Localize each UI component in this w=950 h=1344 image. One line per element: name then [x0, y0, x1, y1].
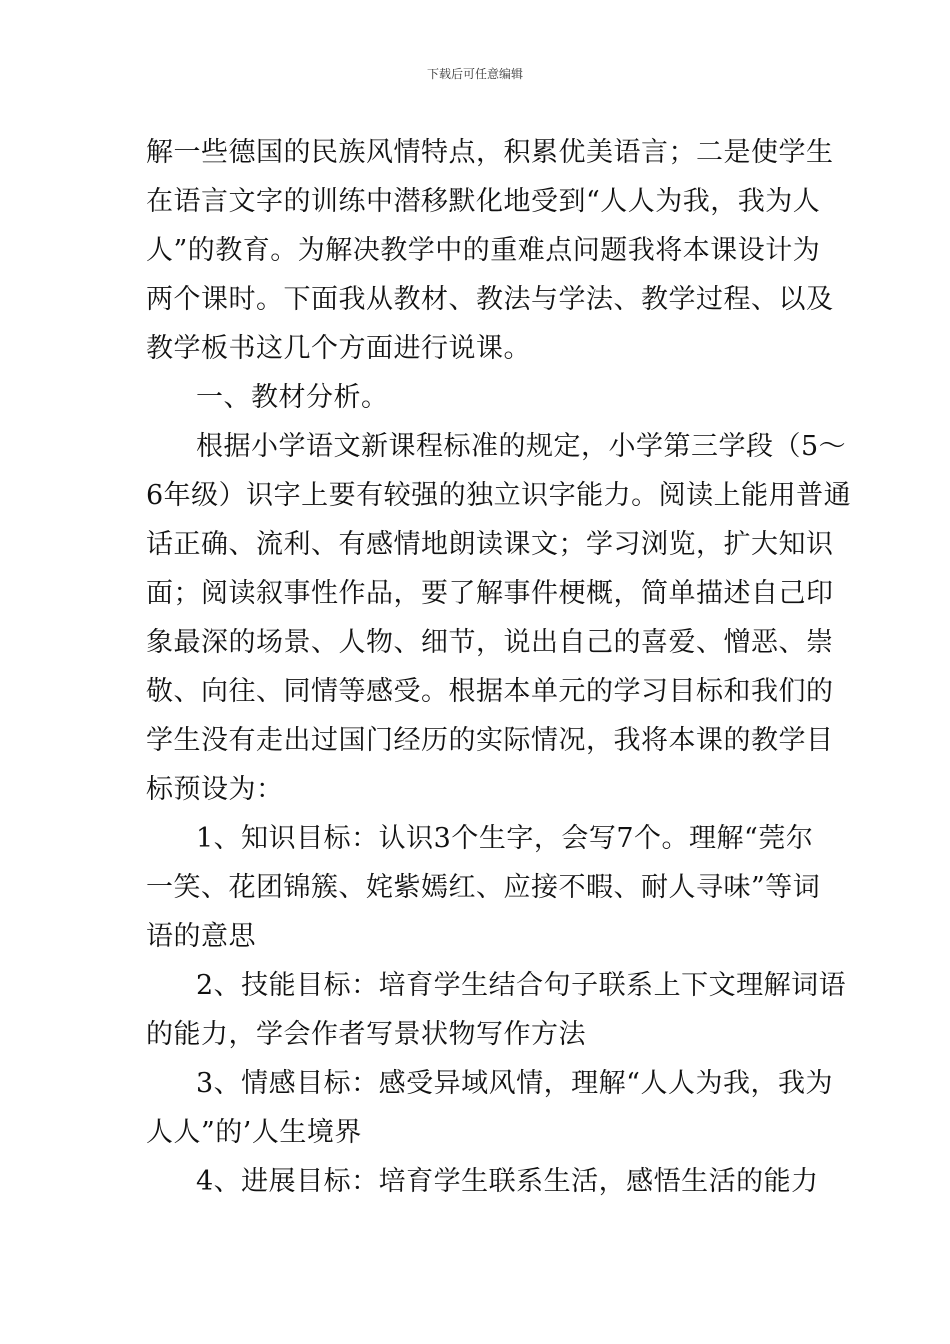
goal-item-emotion: 3、情感目标：感受异域风情，理解“人人为我，我为 [196, 1068, 833, 1099]
text-line: 解一些德国的民族风情特点，积累优美语言；二是使学生 [146, 137, 834, 168]
text-line: 根据小学语文新课程标准的规定，小学第三学段（5～ [196, 431, 847, 462]
goal-item-knowledge: 1、知识目标：认识3个生字，会写7个。理解“莞尔 [196, 823, 814, 854]
text-line: 象最深的场景、人物、细节，说出自己的喜爱、憎恶、崇 [146, 627, 834, 658]
document-body [146, 128, 852, 1206]
text-line: 在语言文字的训练中潜移默化地受到“人人为我，我为人 [146, 186, 821, 217]
text-line: 话正确、流利、有感情地朗读课文；学习浏览，扩大知识 [146, 529, 834, 560]
text-line: 敬、向往、同情等感受。根据本单元的学习目标和我们的 [146, 676, 834, 707]
text-line: 面；阅读叙事性作品，要了解事件梗概，简单描述自己印 [146, 578, 834, 609]
text-line: 语的意思 [146, 921, 256, 952]
text-line: 人人”的’人生境界 [146, 1117, 362, 1148]
text-line: 两个课时。下面我从教材、教法与学法、教学过程、以及 [146, 284, 834, 315]
section-heading: 一、教材分析。 [196, 382, 389, 413]
text-line: 人”的教育。为解决教学中的重难点问题我将本课设计为 [146, 235, 821, 266]
text-line: 标预设为： [146, 774, 284, 805]
text-line: 学生没有走出过国门经历的实际情况，我将本课的教学目 [146, 725, 834, 756]
text-line: 6年级）识字上要有较强的独立识字能力。阅读上能用普通 [146, 480, 852, 511]
goal-item-skill: 2、技能目标：培育学生结合句子联系上下文理解词语 [196, 970, 847, 1001]
text-line: 教学板书这几个方面进行说课。 [146, 333, 531, 364]
text-line: 一笑、花团锦簇、姹紫嫣红、应接不暇、耐人寻味”等词 [146, 872, 821, 903]
goal-item-development: 4、进展目标：培育学生联系生活，感悟生活的能力 [196, 1166, 819, 1197]
text-line: 的能力，学会作者写景状物写作方法 [146, 1019, 586, 1050]
page-header-note: 下载后可任意编辑 [426, 67, 523, 81]
